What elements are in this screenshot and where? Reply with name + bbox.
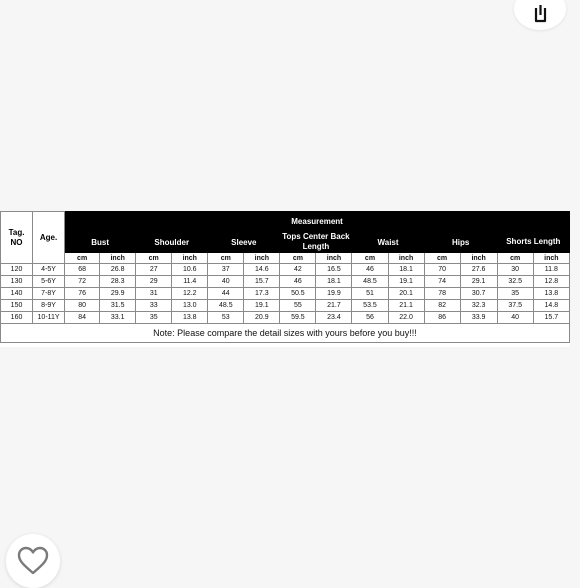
measurement-cell: 37 — [208, 264, 244, 276]
measurement-cell: 33 — [136, 300, 172, 312]
measurement-cell: 10.6 — [172, 264, 208, 276]
measurement-cell: 31.5 — [100, 300, 136, 312]
measurement-cell: 19.9 — [316, 288, 352, 300]
unit-header: inch — [460, 253, 497, 264]
share-button[interactable] — [514, 0, 566, 30]
measurement-cell: 82 — [424, 300, 460, 312]
tag-header-label: Tag. NO — [8, 227, 25, 247]
measurement-cell: 14.6 — [244, 264, 280, 276]
measurement-cell: 42 — [280, 264, 316, 276]
unit-header: inch — [533, 253, 569, 264]
measurement-cell: 46 — [280, 276, 316, 288]
age-header: Age. — [33, 212, 65, 264]
measurement-cell: 30 — [497, 264, 533, 276]
measurement-cell: 44 — [208, 288, 244, 300]
unit-header: inch — [100, 253, 136, 264]
measurement-cell: 80 — [65, 300, 100, 312]
unit-header: cm — [280, 253, 316, 264]
measurement-cell: 12.2 — [172, 288, 208, 300]
measurement-cell: 48.5 — [208, 300, 244, 312]
measurement-cell: 40 — [208, 276, 244, 288]
age-cell: 4-5Y — [33, 264, 65, 276]
size-chart — [0, 211, 570, 347]
tag-cell: 150 — [1, 300, 33, 312]
measurement-cell: 86 — [424, 312, 460, 324]
table-row — [1, 300, 570, 312]
size-rows — [1, 264, 570, 324]
group-header: Shoulder — [136, 232, 208, 253]
measurement-cell: 22.0 — [388, 312, 424, 324]
measurement-group-row — [1, 232, 570, 253]
measurement-cell: 84 — [65, 312, 100, 324]
measurement-cell: 15.7 — [533, 312, 569, 324]
age-cell: 8-9Y — [33, 300, 65, 312]
measurement-cell: 26.8 — [100, 264, 136, 276]
measurement-cell: 19.1 — [388, 276, 424, 288]
measurement-cell: 20.9 — [244, 312, 280, 324]
measurement-cell: 40 — [497, 312, 533, 324]
group-header: Waist — [352, 232, 424, 253]
measurement-cell: 27.6 — [460, 264, 497, 276]
tag-number-header — [1, 212, 33, 264]
measurement-cell: 15.7 — [244, 276, 280, 288]
measurement-cell: 16.5 — [316, 264, 352, 276]
measurement-cell: 23.4 — [316, 312, 352, 324]
measurement-cell: 33.1 — [100, 312, 136, 324]
size-note: Note: Please compare the detail sizes with yours before you buy!!! — [1, 324, 570, 343]
measurement-cell: 76 — [65, 288, 100, 300]
measurement-header: Measurement — [65, 212, 570, 232]
measurement-cell: 29.9 — [100, 288, 136, 300]
measurement-cell: 28.3 — [100, 276, 136, 288]
measurement-cell: 31 — [136, 288, 172, 300]
unit-header: cm — [424, 253, 460, 264]
table-row — [1, 264, 570, 276]
unit-header: inch — [316, 253, 352, 264]
group-header: Tops Center Back Length — [280, 232, 352, 253]
measurement-cell: 27 — [136, 264, 172, 276]
measurement-cell: 32.3 — [460, 300, 497, 312]
measurement-cell: 29 — [136, 276, 172, 288]
unit-header: cm — [208, 253, 244, 264]
tag-cell: 140 — [1, 288, 33, 300]
measurement-cell: 37.5 — [497, 300, 533, 312]
group-header: Sleeve — [208, 232, 280, 253]
unit-header: cm — [65, 253, 100, 264]
measurement-cell: 32.5 — [497, 276, 533, 288]
measurement-cell: 12.8 — [533, 276, 569, 288]
unit-header: cm — [136, 253, 172, 264]
measurement-cell: 74 — [424, 276, 460, 288]
measurement-cell: 35 — [136, 312, 172, 324]
measurement-cell: 21.1 — [388, 300, 424, 312]
measurement-cell: 18.1 — [388, 264, 424, 276]
measurement-cell: 13.8 — [533, 288, 569, 300]
measurement-cell: 51 — [352, 288, 388, 300]
measurement-cell: 21.7 — [316, 300, 352, 312]
measurement-cell: 48.5 — [352, 276, 388, 288]
unit-header: inch — [244, 253, 280, 264]
size-table — [0, 211, 570, 343]
measurement-cell: 70 — [424, 264, 460, 276]
measurement-cell: 55 — [280, 300, 316, 312]
group-header: Hips — [424, 232, 497, 253]
unit-header: inch — [172, 253, 208, 264]
measurement-cell: 56 — [352, 312, 388, 324]
group-header: Shorts Length — [497, 232, 569, 253]
table-row — [1, 288, 570, 300]
unit-header: cm — [352, 253, 388, 264]
unit-header: inch — [388, 253, 424, 264]
measurement-cell: 29.1 — [460, 276, 497, 288]
measurement-cell: 35 — [497, 288, 533, 300]
measurement-cell: 19.1 — [244, 300, 280, 312]
measurement-cell: 13.0 — [172, 300, 208, 312]
table-row — [1, 312, 570, 324]
measurement-cell: 18.1 — [316, 276, 352, 288]
measurement-cell: 13.8 — [172, 312, 208, 324]
unit-header: cm — [497, 253, 533, 264]
share-icon — [530, 4, 550, 24]
age-cell: 7-8Y — [33, 288, 65, 300]
measurement-cell: 78 — [424, 288, 460, 300]
age-cell: 5-6Y — [33, 276, 65, 288]
tag-cell: 120 — [1, 264, 33, 276]
heart-outline-icon — [16, 544, 50, 578]
measurement-cell: 11.8 — [533, 264, 569, 276]
measurement-cell: 53.5 — [352, 300, 388, 312]
measurement-cell: 72 — [65, 276, 100, 288]
measurement-cell: 11.4 — [172, 276, 208, 288]
measurement-cell: 59.5 — [280, 312, 316, 324]
measurement-cell: 30.7 — [460, 288, 497, 300]
table-row — [1, 276, 570, 288]
unit-row — [1, 253, 570, 264]
measurement-cell: 68 — [65, 264, 100, 276]
tag-cell: 130 — [1, 276, 33, 288]
measurement-cell: 50.5 — [280, 288, 316, 300]
measurement-cell: 14.8 — [533, 300, 569, 312]
tag-cell: 160 — [1, 312, 33, 324]
group-header: Bust — [65, 232, 136, 253]
measurement-cell: 46 — [352, 264, 388, 276]
age-cell: 10-11Y — [33, 312, 65, 324]
measurement-cell: 20.1 — [388, 288, 424, 300]
measurement-cell: 53 — [208, 312, 244, 324]
measurement-cell: 17.3 — [244, 288, 280, 300]
measurement-cell: 33.9 — [460, 312, 497, 324]
